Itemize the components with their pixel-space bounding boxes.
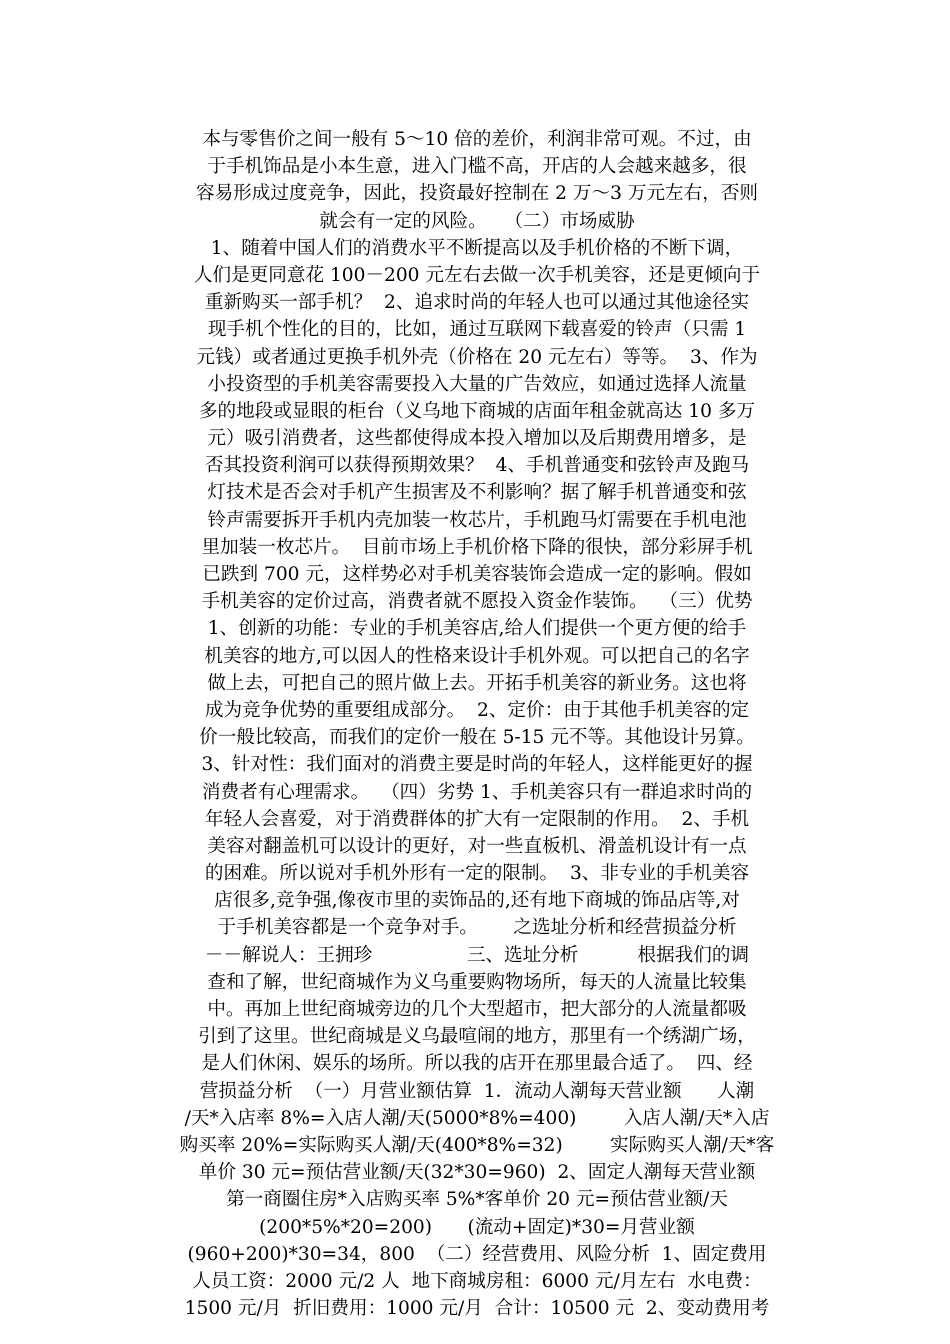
text-line: 否其投资利润可以获得预期效果？ 4、手机普通变和弦铃声及跑马 <box>204 455 750 477</box>
text-line: 查和了解，世纪商城作为义乌重要购物场所，每天的人流量比较集 <box>207 971 747 993</box>
text-line: 3、针对性：我们面对的消费主要是时尚的年轻人，这样能更好的握 <box>201 754 753 776</box>
text-line: 多的地段或显眼的柜台（义乌地下商城的店面年租金就高达 10 多万 <box>198 400 756 422</box>
text-line: 1、创新的功能：专业的手机美容店,给人们提供一个更方便的给手 <box>207 618 747 640</box>
text-line: 人员工资：2000 元/2 人 地下商城房租：6000 元/月左右 水电费： <box>192 1270 762 1292</box>
text-line: 已跌到 700 元，这样势必对手机美容装饰会造成一定的影响。假如 <box>202 564 752 585</box>
text-line: 营损益分析 （一）月营业额估算 1．流动人潮每天营业额 人潮 <box>199 1080 755 1102</box>
text-line: 是人们休闲、娱乐的场所。所以我的店开在那里最合适了。 四、经 <box>201 1053 753 1075</box>
text-line: 本与零售价之间一般有 5～10 倍的差价，利润非常可观。不过，由 <box>202 129 752 150</box>
text-line: 容易形成过度竞争，因此，投资最好控制在 2 万～3 万元左右，否则 <box>195 183 759 205</box>
text-line: (960+200)*30=34，800 （二）经营费用、风险分析 1、固定费用 <box>187 1243 767 1265</box>
text-line: 手机美容的定价过高，消费者就不愿投入资金作装饰。 （三）优势 <box>201 591 753 613</box>
text-line: 就会有一定的风险。 （二）市场威胁 <box>319 210 635 232</box>
text-line: 成为竞争优势的重要组成部分。 2、定价：由于其他手机美容的定 <box>204 699 750 721</box>
text-line: 重新购买一部手机？ 2、追求时尚的年轻人也可以通过其他途径实 <box>204 292 750 314</box>
text-line: 价一般比较高，而我们的定价一般在 5-15 元不等。其他设计另算。 <box>199 727 755 749</box>
text-line: 于手机美容都是一个竞争对手。 之选址分析和经营损益分析 <box>217 917 737 939</box>
text-line: 铃声需要拆开手机内壳加装一枚芯片，手机跑马灯需要在手机电池 <box>207 509 747 531</box>
text-line: 消费者有心理需求。 （四）劣势 1、手机美容只有一群追求时尚的 <box>201 781 753 803</box>
text-line: /天*入店率 8%=入店人潮/天(5000*8%=400) 入店人潮/天*入店 <box>184 1107 770 1129</box>
text-line: 引到了这里。世纪商城是义乌最喧闹的地方，那里有一个绣湖广场， <box>198 1026 756 1048</box>
text-line: 元）吸引消费者，这些都使得成本投入增加以及后期费用增多，是 <box>207 428 747 450</box>
text-line: 人们是更同意花 100－200 元左右去做一次手机美容，还是更倾向于 <box>193 264 761 286</box>
text-line: 做上去，可把自己的照片做上去。开拓手机美容的新业务。这也将 <box>207 672 747 694</box>
body-text <box>145 126 809 1322</box>
text-line: 现手机个性化的目的，比如，通过互联网下载喜爱的铃声（只需 1 <box>207 319 747 341</box>
text-line: 美容对翻盖机可以设计的更好，对一些直板机、滑盖机设计有一点 <box>207 835 747 857</box>
text-line: 单价 30 元=预估营业额/天(32*30=960) 2、固定人潮每天营业额 <box>198 1162 756 1184</box>
text-line: 1500 元/月 折旧费用：1000 元/月 合计：10500 元 2、变动费用考 <box>184 1298 770 1320</box>
text-line: 元钱）或者通过更换手机外壳（价格在 20 元左右）等等。 3、作为 <box>196 346 758 368</box>
text-line: 年轻人会喜爱，对于消费群体的扩大有一定限制的作用。 2、手机 <box>204 808 750 830</box>
text-line: 的困难。所以说对手机外形有一定的限制。 3、非专业的手机美容 <box>204 863 750 885</box>
text-line: 机美容的地方,可以因人的性格来设计手机外观。可以把自己的名字 <box>204 645 750 667</box>
text-line: 灯技术是否会对手机产生损害及不利影响？据了解手机普通变和弦 <box>207 482 747 504</box>
text-line: －－解说人：王拥珍 三、选址分析 根据我们的调 <box>204 944 750 966</box>
text-line: 中。再加上世纪商城旁边的几个大型超市，把大部分的人流量都吸 <box>207 999 747 1020</box>
text-line: 1、随着中国人们的消费水平不断提高以及手机价格的不断下调， <box>210 237 744 259</box>
text-line: (200*5%*20=200) (流动+固定)*30=月营业额 <box>259 1216 695 1238</box>
text-line: 店很多,竞争强,像夜市里的卖饰品的,还有地下商城的饰品店等,对 <box>214 890 740 912</box>
text-line: 里加装一枚芯片。 目前市场上手机价格下降的很快，部分彩屏手机 <box>201 536 753 558</box>
text-line: 于手机饰品是小本生意，进入门槛不高，开店的人会越来越多，很 <box>207 156 747 178</box>
text-line: 第一商圈住房*入店购买率 5%*客单价 20 元=预估营业额/天 <box>226 1189 728 1211</box>
text-line: 购买率 20%=实际购买人潮/天(400*8%=32) 实际购买人潮/天*客 <box>179 1134 775 1156</box>
text-line: 小投资型的手机美容需要投入大量的广告效应，如通过选择人流量 <box>207 373 747 395</box>
